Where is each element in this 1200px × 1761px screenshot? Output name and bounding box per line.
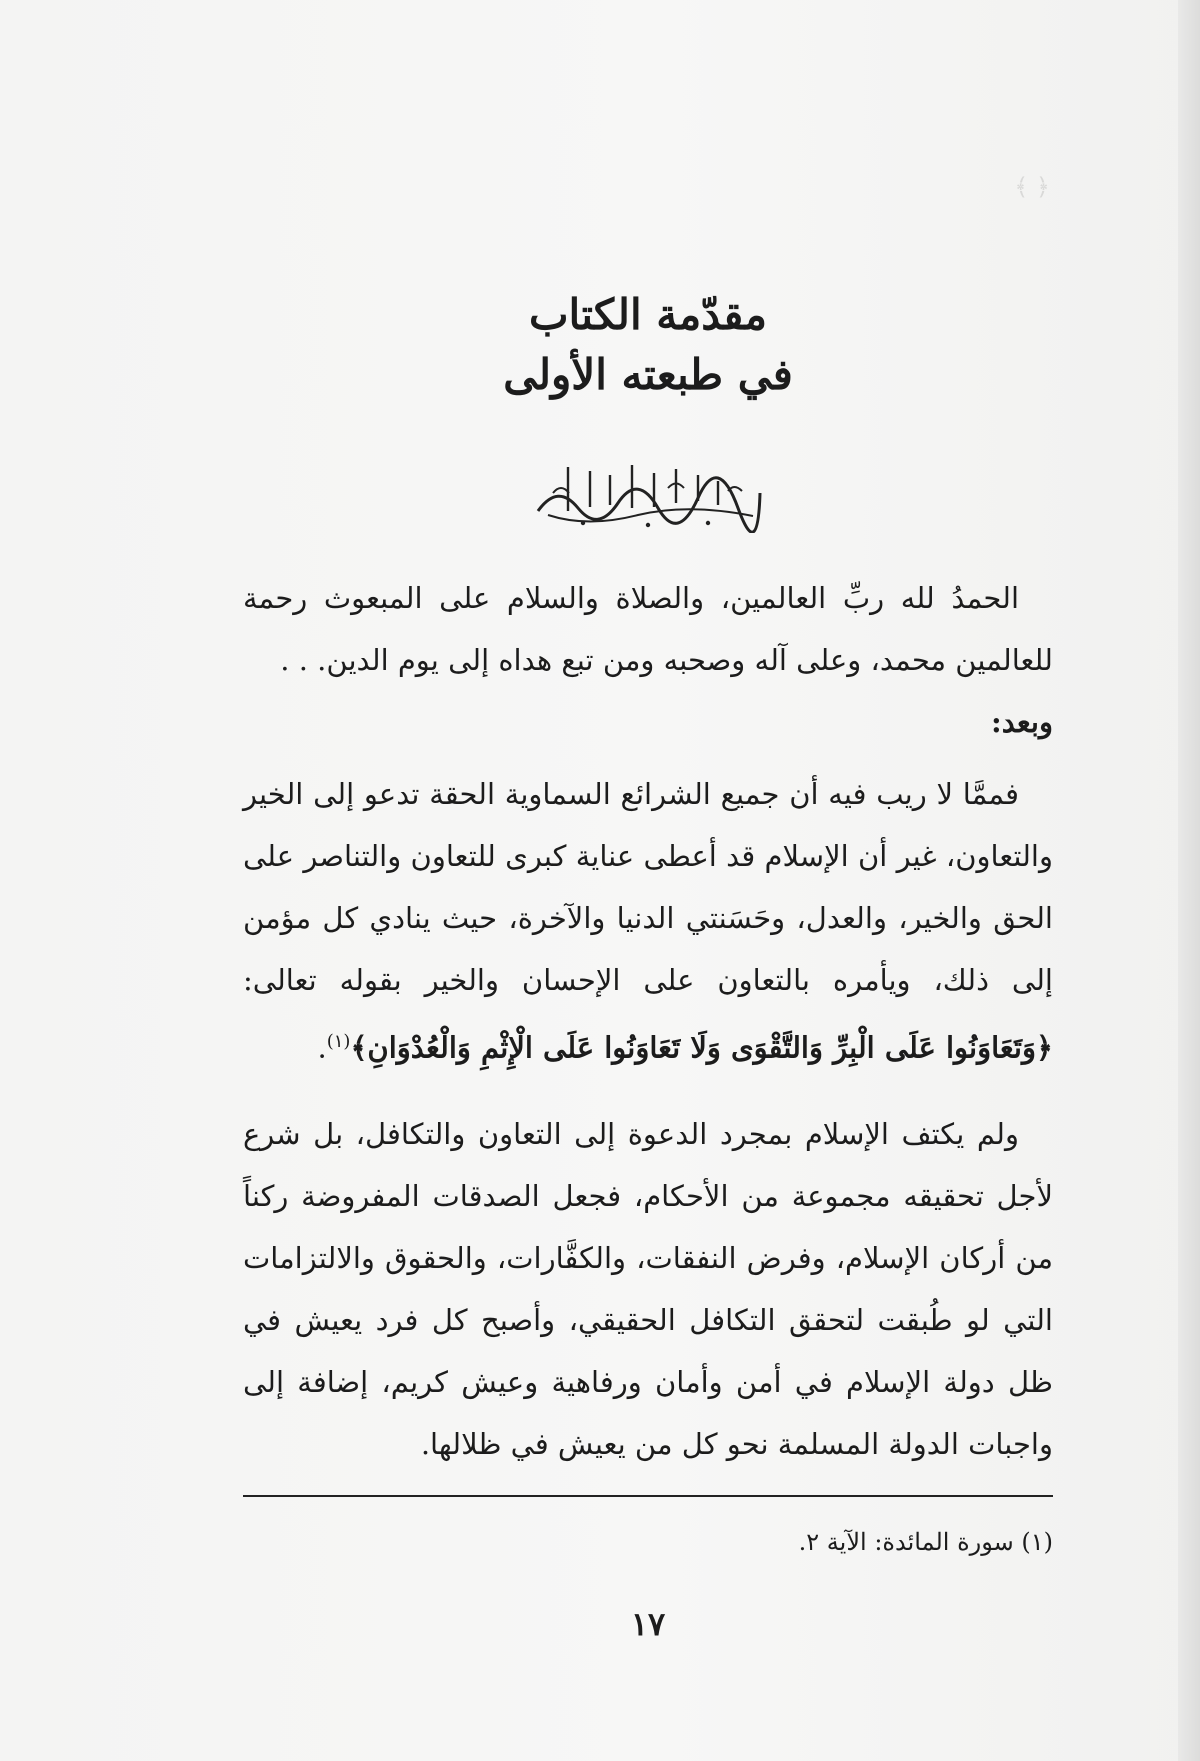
basmala-calligraphy	[528, 453, 768, 533]
footnote-rule	[243, 1495, 1053, 1497]
quran-verse: ﴿وَتَعَاوَنُوا عَلَى الْبِرِّ وَالتَّقْوَى وَلَا تَعَاوَنُوا عَلَى الْإِثْمِ وَالْعُدْوَانِ﴾	[350, 1030, 1053, 1065]
footnote-ref: (١)	[326, 1031, 351, 1052]
page-number: ١٧	[630, 1605, 666, 1643]
paragraph-cooperation-text: فممَّا لا ريب فيه أن جميع الشرائع السماوية الحقة تدعو إلى الخير والتعاون، غير أن الإسلام قد أعطى عناية كبرى للتعاون والتناصر على الحق والخير، والعدل، وحَسَنتي الدنيا والآخرة، حيث ينادي كل مؤمن إلى ذلك، ويأمره بالتعاون على الإحسان والخير بقوله تعالى:	[243, 777, 1053, 997]
show-through-text: ﴿ ﴾ ‏ ‏ ‏ ‏ ‏ ‏ ‏ ‏ ‏ ‏ ‏ ‏ ‏ ‏ ‏ ‏ ‏ ‏ ‏ ‏ ‏ ‏ ‏ ‏ ‏ ‏ ‏ ‏ ‏ ‏ ‏ ‏ ‏	[762, 173, 1050, 201]
paragraph-cooperation	[243, 763, 1053, 1079]
title-line-1: مقدّمة الكتاب	[528, 290, 768, 339]
paragraph-islam-rulings: ولم يكتف الإسلام بمجرد الدعوة إلى التعاون والتكافل، بل شرع لأجل تحقيقه مجموعة من الأحكام، فجعل الصدقات المفروضة ركناً من أركان الإسلام، وفرض النفقات، والكفَّارات، والحقوق والالتزامات التي لو طُبقت لتحقق التكافل الحقيقي، وأصبح كل فرد يعيش في ظل دولة الإسلام في أمن وأمان ورفاهية وعيش كريم، إضافة إلى واجبات الدولة المسلمة نحو كل من يعيش في ظلالها.	[243, 1116, 1053, 1461]
page-edge	[1178, 0, 1200, 1761]
paragraph-praise: الحمدُ لله ربِّ العالمين، والصلاة والسلام على المبعوث رحمة للعالمين محمد، وعلى آله وصحبه ومن تبع هداه إلى يوم الدين. . .	[243, 581, 1053, 677]
title-line-2: في طبعته الأولى	[503, 350, 793, 399]
verse-end-dot: .	[317, 1030, 327, 1065]
page-content	[243, 285, 1053, 1475]
paragraph-wabad: وبعد:	[991, 705, 1053, 739]
footnote-text: (١) سورة المائدة: الآية ٢.	[798, 1528, 1053, 1556]
